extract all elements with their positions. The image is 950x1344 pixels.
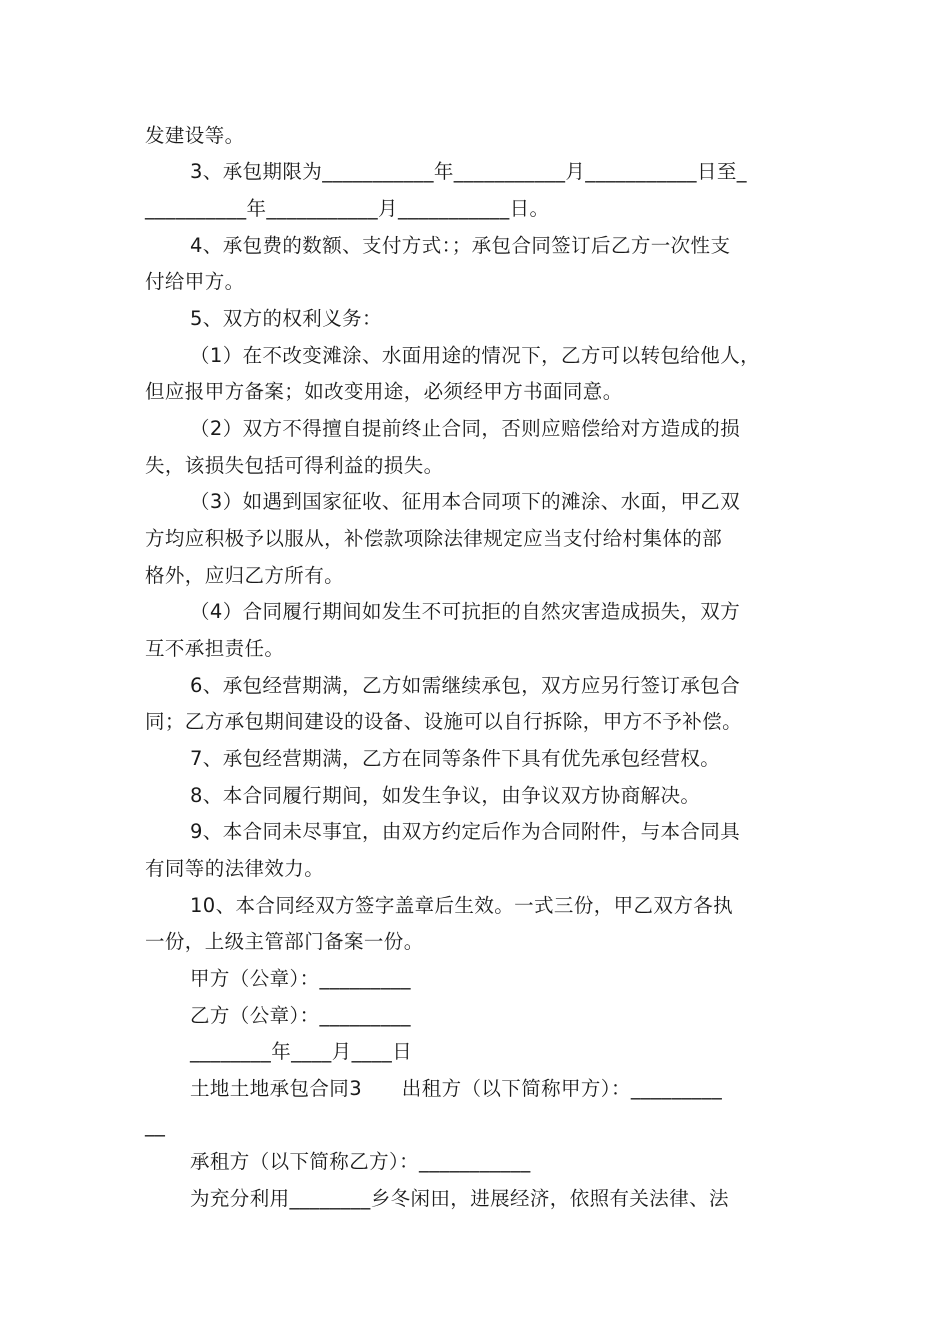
text-line: 方均应积极予以服从，补偿款项除法律规定应当支付给村集体的部 [145, 527, 723, 550]
text-line: 6、承包经营期满，乙方如需继续承包，双方应另行签订承包合 [190, 674, 741, 697]
text-line: 一份，上级主管部门备案一份。 [145, 930, 424, 953]
contract-3-heading-line: 土地土地承包合同3 出租方（以下简称甲方）：_________ [190, 1077, 723, 1100]
text-line: 4、承包费的数额、支付方式：；承包合同签订后乙方一次性支 [190, 234, 731, 257]
text-line: （2）双方不得擅自提前终止合同，否则应赔偿给对方造成的损 [190, 417, 741, 440]
text-line: 3、承包期限为___________年___________月___________日至_ [190, 160, 747, 183]
text-line: __ [145, 1114, 166, 1137]
text-line: 但应报甲方备案；如改变用途，必须经甲方书面同意。 [145, 380, 623, 403]
text-line: 付给甲方。 [145, 270, 245, 293]
text-line: （4）合同履行期间如发生不可抗拒的自然灾害造成损失，双方 [190, 600, 741, 623]
text-line: 格外，应归乙方所有。 [145, 564, 345, 587]
text-line: 5、双方的权利义务： [190, 307, 382, 330]
text-line: 7、承包经营期满，乙方在同等条件下具有优先承包经营权。 [190, 747, 721, 770]
text-line: 8、本合同履行期间，如发生争议，由争议双方协商解决。 [190, 784, 701, 807]
text-line: 同；乙方承包期间建设的设备、设施可以自行拆除，甲方不予补偿。 [145, 710, 743, 733]
party-a-seal-line: 甲方（公章）：_________ [190, 967, 411, 990]
text-line: 为充分利用________乡冬闲田，进展经济，依照有关法律、法 [190, 1187, 729, 1210]
party-b-seal-line: 乙方（公章）：_________ [190, 1004, 411, 1027]
text-line: 互不承担责任。 [145, 637, 285, 660]
text-line: 发建设等。 [145, 124, 245, 147]
text-line: 9、本合同未尽事宜，由双方约定后作为合同附件，与本合同具 [190, 820, 741, 843]
text-line: 有同等的法律效力。 [145, 857, 325, 880]
date-line: ________年____月____日 [190, 1040, 413, 1063]
text-line: 10、本合同经双方签字盖章后生效。一式三份，甲乙双方各执 [190, 894, 734, 917]
text-line: （1）在不改变滩涂、水面用途的情况下，乙方可以转包给他人， [190, 344, 761, 367]
text-line: 失，该损失包括可得利益的损失。 [145, 454, 444, 477]
text-line: __________年___________月___________日。 [145, 197, 550, 220]
text-line: （3）如遇到国家征收、征用本合同项下的滩涂、水面，甲乙双 [190, 490, 741, 513]
lessee-line: 承租方（以下简称乙方）：___________ [190, 1150, 531, 1173]
